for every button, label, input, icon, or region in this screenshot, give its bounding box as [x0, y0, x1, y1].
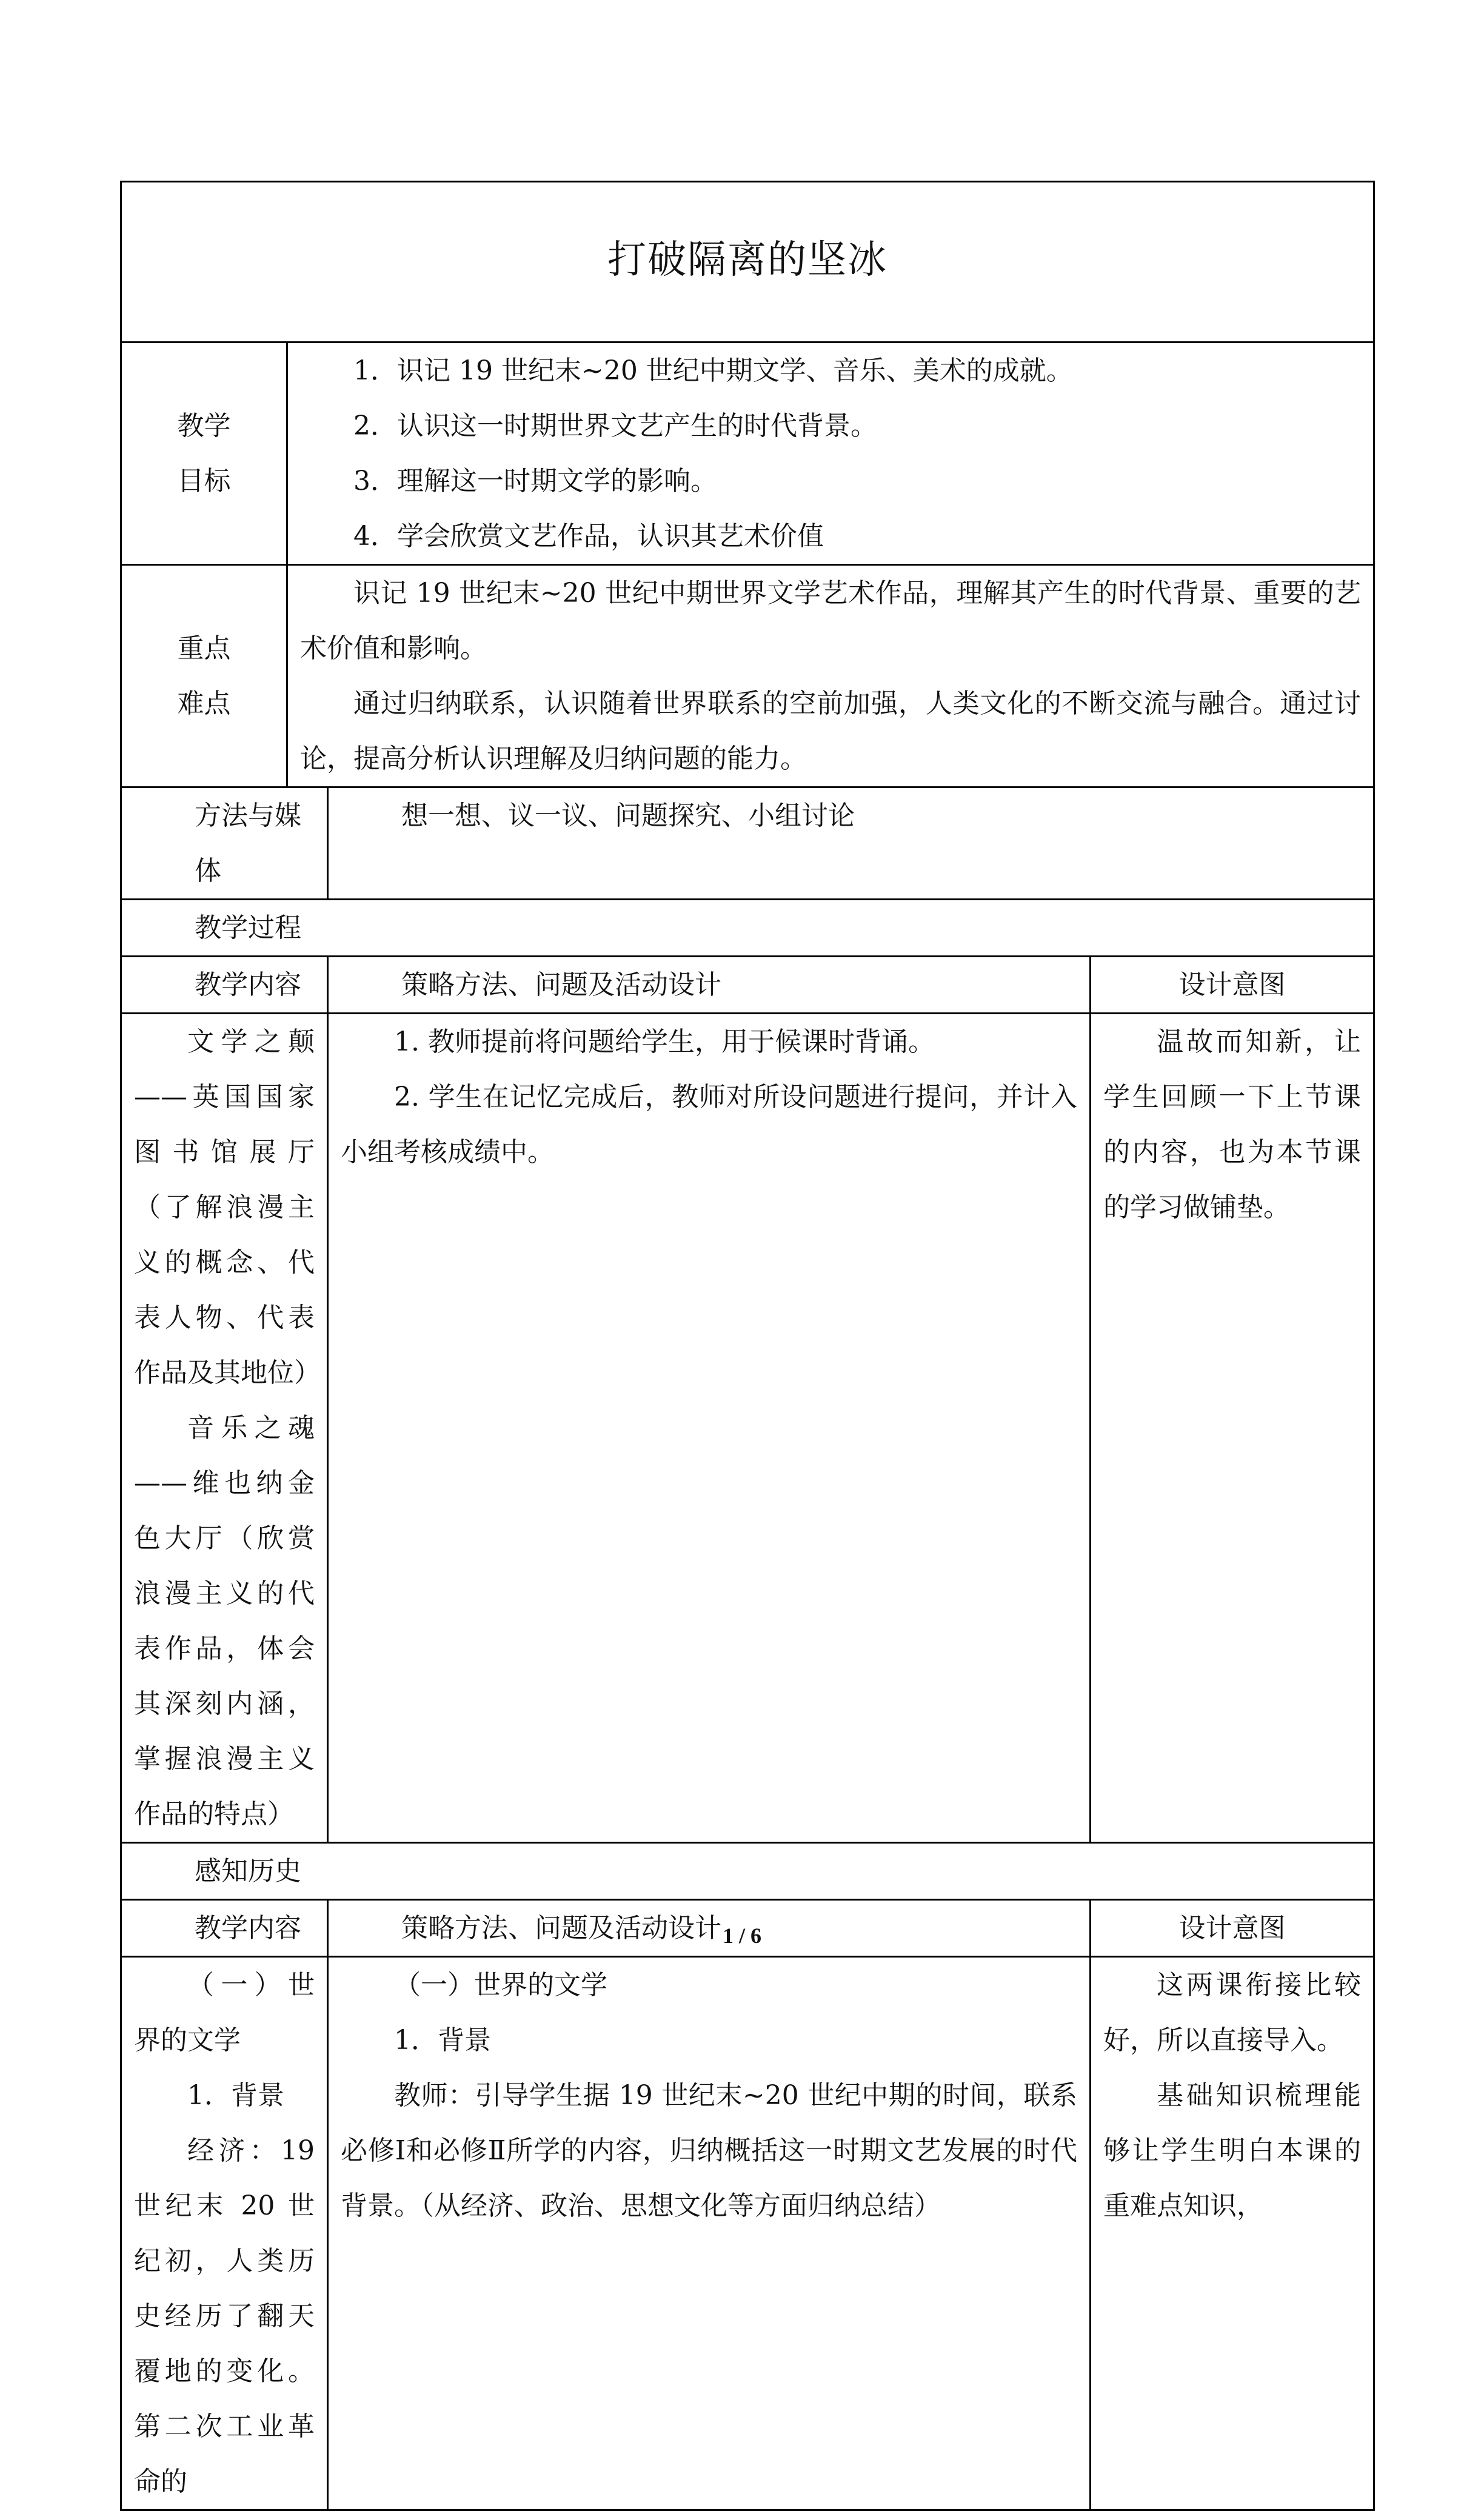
process-label: 教学过程: [195, 912, 301, 943]
header-content: 教学内容: [195, 969, 301, 1000]
objectives-label-1: 教学: [177, 410, 231, 441]
key-points-paragraph: 识记 19 世纪末~20 世纪中期世界文学艺术作品，理解其产生的时代背景、重要的艺术价值和影响。: [300, 578, 1361, 664]
key-points-label-1: 重点: [177, 633, 231, 664]
header-intent-cell: [1091, 957, 1374, 1014]
section1-intent-cell: [1091, 1014, 1374, 1843]
section2-content-cell: [121, 1957, 328, 2510]
header-content-cell: [121, 957, 328, 1014]
key-points-label-2: 难点: [177, 688, 231, 719]
section1-strategy-cell: [328, 1014, 1091, 1843]
header-strategy: 策略方法、问题及活动设计: [401, 969, 721, 1000]
objective-item: 4．学会欣赏文艺作品，认识其艺术价值: [353, 521, 824, 552]
page-number: 1 / 6: [722, 1924, 761, 1948]
section2-intent-paragraph: 这两课衔接比较好，所以直接导入。: [1103, 1970, 1361, 2056]
objective-item: 1．识记 19 世纪末~20 世纪中期文学、音乐、美术的成就。: [353, 355, 1073, 386]
header2-strategy: 策略方法、问题及活动设计: [401, 1913, 721, 1944]
section2-strategy-paragraph: 教师：引导学生据 19 世纪末~20 世纪中期的时间，联系必修Ⅰ和必修Ⅱ所学的内容，归纳概括这一时期文艺发展的时代背景。（从经济、政治、思想文化等方面归纳总结）: [341, 2080, 1077, 2221]
objectives-cell: [287, 343, 1374, 565]
page-title: 打破隔离的坚冰: [607, 237, 887, 283]
section2-strategy-paragraph: 1．背景: [394, 2025, 491, 2056]
title-cell: [121, 182, 1374, 343]
key-points-cell: [287, 565, 1374, 787]
section2-content-paragraph: 经济：19 世纪末 20 世纪初，人类历史经历了翻天覆地的变化。第二次工业革命的: [134, 2135, 315, 2497]
methods-value: 想一想、议一议、问题探究、小组讨论: [401, 800, 855, 831]
header2-intent: 设计意图: [1178, 1913, 1286, 1944]
section2-strategy-paragraph: （一）世界的文学: [394, 1970, 607, 2001]
perceive-label: 感知历史: [195, 1856, 301, 1887]
process-label-cell: [121, 900, 1374, 957]
section2-strategy-cell: [328, 1957, 1091, 2510]
header-strategy-cell: [328, 957, 1091, 1014]
section1-strategy-paragraph: 1. 教师提前将问题给学生，用于候课时背诵。: [394, 1026, 935, 1057]
objective-item: 3．理解这一时期文学的影响。: [353, 466, 717, 497]
section2-intent-paragraph: 基础知识梳理能够让学生明白本课的重难点知识，: [1103, 2080, 1361, 2221]
methods-label-cell: [121, 787, 328, 900]
section1-intent-paragraph: 温故而知新，让学生回顾一下上节课的内容，也为本节课的学习做铺垫。: [1103, 1026, 1361, 1223]
perceive-label-cell: [121, 1843, 1374, 1900]
header2-content: 教学内容: [195, 1913, 301, 1944]
section2-intent-cell: [1091, 1957, 1374, 2510]
objectives-label-2: 目标: [177, 466, 231, 497]
lesson-plan-table: [120, 181, 1375, 2511]
section2-content-paragraph: （一）世界的文学: [134, 1970, 315, 2056]
objective-item: 2．认识这一时期世界文艺产生的时代背景。: [353, 410, 877, 441]
section2-content-paragraph: 1．背景: [187, 2080, 284, 2111]
methods-value-cell: [328, 787, 1374, 900]
objectives-label-cell: [121, 343, 287, 565]
section1-content-cell: [121, 1014, 328, 1843]
methods-label: 方法与媒体: [195, 800, 301, 886]
key-points-label-cell: [121, 565, 287, 787]
key-points-paragraph: 通过归纳联系，认识随着世界联系的空前加强，人类文化的不断交流与融合。通过讨论，提高分析认识理解及归纳问题的能力。: [300, 688, 1361, 774]
section1-content-paragraph: 文学之颠——英国国家图书馆展厅（了解浪漫主义的概念、代表人物、代表作品及其地位）: [134, 1026, 321, 1388]
section1-content-paragraph: 音乐之魂——维也纳金色大厅（欣赏浪漫主义的代表作品，体会其深刻内涵，掌握浪漫主义作品的特点）: [134, 1413, 315, 1830]
section1-strategy-paragraph: 2. 学生在记忆完成后，教师对所设问题进行提问，并计入小组考核成绩中。: [341, 1082, 1077, 1168]
header-intent: 设计意图: [1178, 969, 1286, 1000]
